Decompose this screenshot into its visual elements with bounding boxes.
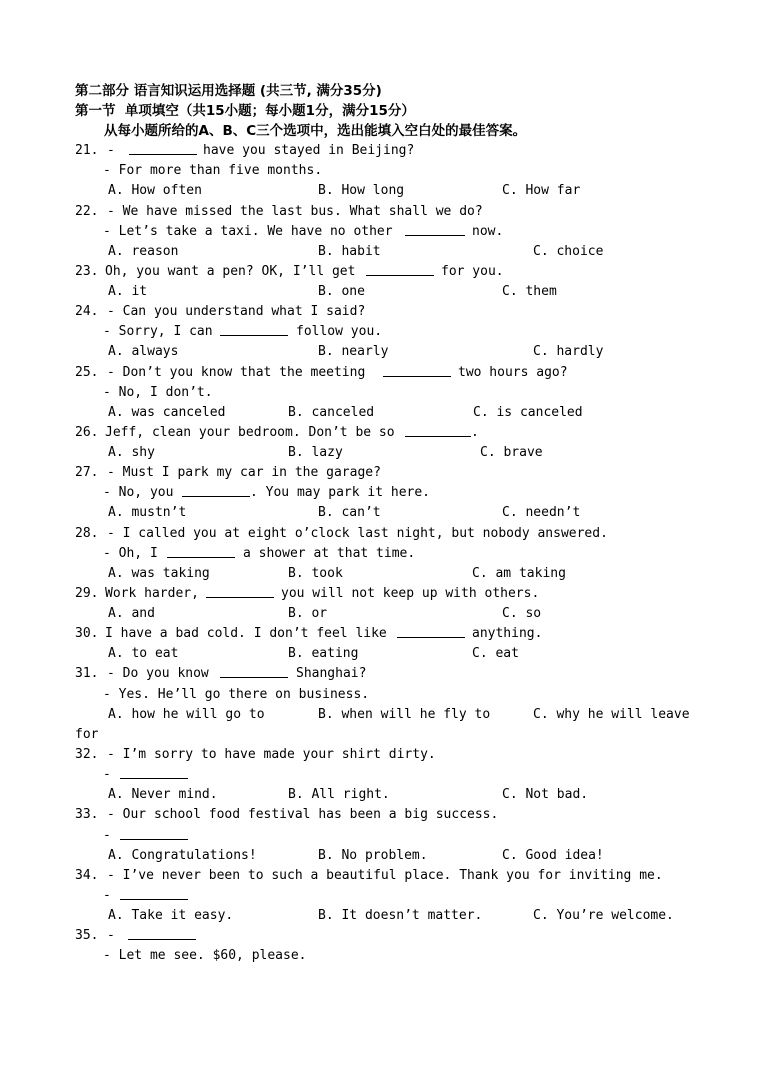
question-text: Jeff, clean your bedroom. Don’t be so (105, 425, 395, 440)
option-b: B. one (318, 284, 365, 299)
option-b: B. How long (318, 183, 405, 198)
question-number: 33. (75, 807, 99, 822)
response-dash: - (103, 828, 111, 843)
question-number: 31. (75, 666, 99, 681)
option-b: B. It doesn’t matter. (318, 908, 483, 923)
response-text: - Let me see. $60, please. (103, 948, 307, 963)
question-text: - I’ve never been to such a beautiful place. Thank you for inviting me. (107, 868, 663, 883)
option-c: C. why he will leave (533, 707, 690, 722)
answer-blank (383, 364, 451, 377)
question-number: 25. (75, 365, 99, 380)
option-a: A. always (108, 344, 179, 359)
response-text-end: follow you. (296, 324, 383, 339)
option-c: C. brave (480, 445, 543, 460)
option-b: B. took (288, 566, 343, 581)
question-text: have you stayed in Beijing? (203, 143, 415, 158)
option-a: A. reason (108, 244, 179, 259)
option-b: B. nearly (318, 344, 389, 359)
answer-blank (405, 223, 465, 236)
answer-blank (220, 665, 288, 678)
question-number: 21. (75, 143, 99, 158)
option-a: A. was canceled (108, 405, 226, 420)
response-text: - Oh, I (103, 546, 158, 561)
option-b: B. when will he fly to (318, 707, 491, 722)
question-text-end: anything. (472, 626, 543, 641)
question-number: 30. (75, 626, 99, 641)
question-number: 23. (75, 264, 99, 279)
answer-blank (167, 545, 235, 558)
answer-blank (397, 625, 465, 638)
question-number: 29. (75, 586, 99, 601)
answer-blank (128, 927, 196, 940)
option-c: C. Not bad. (502, 787, 589, 802)
option-b: B. habit (318, 244, 381, 259)
option-c: C. How far (502, 183, 581, 198)
option-b: B. eating (288, 646, 359, 661)
question-dash: - (107, 928, 115, 943)
question-dash: - (107, 143, 115, 158)
question-text: - Must I park my car in the garage? (107, 465, 381, 480)
question-number: 26. (75, 425, 99, 440)
question-number: 27. (75, 465, 99, 480)
answer-blank (220, 323, 288, 336)
response-text: - For more than five months. (103, 163, 323, 178)
question-text: Work harder, (105, 586, 199, 601)
option-a: A. was taking (108, 566, 210, 581)
option-c: C. am taking (472, 566, 566, 581)
option-c-wrap: for (75, 727, 99, 742)
response-text: - Let’s take a taxi. We have no other (103, 224, 393, 239)
question-text-end: for you. (441, 264, 504, 279)
question-period: . (471, 425, 479, 440)
question-text: - Do you know (107, 666, 209, 681)
question-number: 35. (75, 928, 99, 943)
option-c: C. eat (472, 646, 519, 661)
question-text: - Don’t you know that the meeting (107, 365, 366, 380)
question-number: 32. (75, 747, 99, 762)
option-b: B. or (288, 606, 328, 621)
option-a: A. Never mind. (108, 787, 218, 802)
question-text: - Our school food festival has been a big success. (107, 807, 499, 822)
answer-blank (182, 484, 250, 497)
response-text-end: . You may park it here. (250, 485, 431, 500)
option-a: A. mustn’t (108, 505, 187, 520)
question-text: - We have missed the last bus. What shall we do? (107, 204, 483, 219)
option-c: C. them (502, 284, 557, 299)
option-c: C. choice (533, 244, 604, 259)
question-number: 34. (75, 868, 99, 883)
part-title: 第二部分 语言知识运用选择题 (共三节, 满分35分) (75, 83, 382, 99)
question-number: 22. (75, 204, 99, 219)
response-text: - No, you (103, 485, 174, 500)
question-text-end: Shanghai? (296, 666, 367, 681)
answer-blank (405, 424, 471, 437)
question-text: Oh, you want a pen? OK, I’ll get (105, 264, 356, 279)
question-text: - I’m sorry to have made your shirt dirty. (107, 747, 436, 762)
question-text-end: you will not keep up with others. (281, 586, 540, 601)
section-title: 第一节 单项填空（共15小题；每小题1分，满分15分） (75, 103, 415, 119)
response-text: - Yes. He’ll go there on business. (103, 687, 370, 702)
option-c: C. is canceled (473, 405, 583, 420)
question-text: - I called you at eight o’clock last night, but nobody answered. (107, 526, 608, 541)
option-b: B. No problem. (318, 848, 428, 863)
question-text: - Can you understand what I said? (107, 304, 366, 319)
option-a: A. how he will go to (108, 707, 265, 722)
option-c: C. needn’t (502, 505, 581, 520)
answer-blank (120, 766, 188, 779)
response-text-end: now. (472, 224, 504, 239)
option-a: A. Congratulations! (108, 848, 257, 863)
instruction-text: 从每小题所给的A、B、C三个选项中，选出能填入空白处的最佳答案。 (104, 123, 527, 139)
option-b: B. can’t (318, 505, 381, 520)
answer-blank (120, 827, 188, 840)
response-text: - No, I don’t. (103, 385, 213, 400)
response-dash: - (103, 888, 111, 903)
question-text: I have a bad cold. I don’t feel like (105, 626, 387, 641)
option-c: C. Good idea! (502, 848, 604, 863)
answer-blank (120, 887, 188, 900)
option-b: B. All right. (288, 787, 390, 802)
question-number: 24. (75, 304, 99, 319)
option-a: A. to eat (108, 646, 179, 661)
option-a: A. and (108, 606, 155, 621)
option-a: A. it (108, 284, 148, 299)
option-a: A. shy (108, 445, 155, 460)
question-text-end: two hours ago? (458, 365, 568, 380)
answer-blank (206, 585, 274, 598)
option-b: B. lazy (288, 445, 343, 460)
option-c: C. hardly (533, 344, 604, 359)
answer-blank (129, 142, 197, 155)
option-b: B. canceled (288, 405, 375, 420)
option-a: A. Take it easy. (108, 908, 234, 923)
response-text-end: a shower at that time. (243, 546, 416, 561)
response-text: - Sorry, I can (103, 324, 213, 339)
question-number: 28. (75, 526, 99, 541)
option-c: C. so (502, 606, 542, 621)
option-c: C. You’re welcome. (533, 908, 674, 923)
option-a: A. How often (108, 183, 202, 198)
response-dash: - (103, 767, 111, 782)
answer-blank (366, 263, 434, 276)
